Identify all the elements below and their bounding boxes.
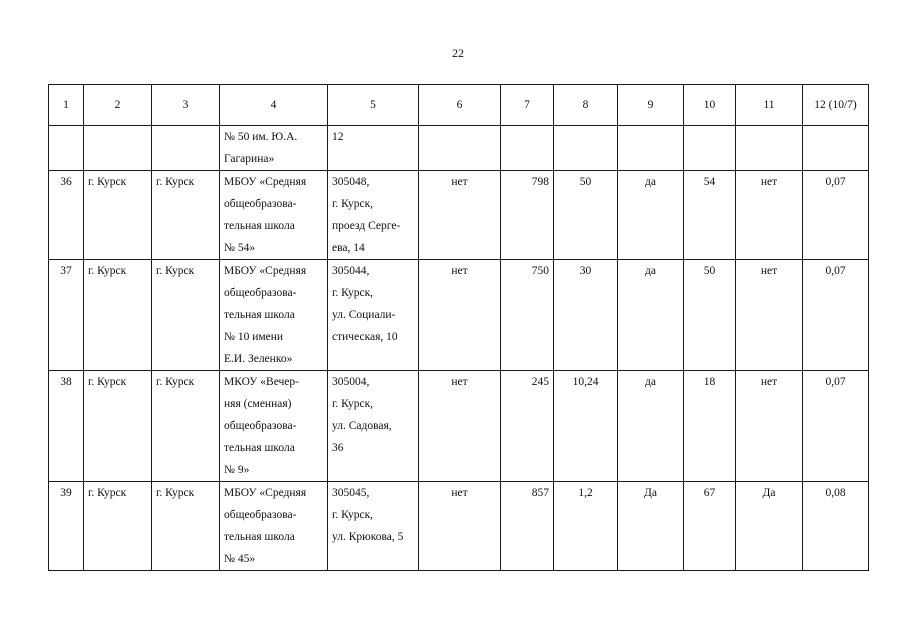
address-line: 305045, — [332, 487, 370, 499]
school-name-line: № 50 им. Ю.А. — [224, 131, 298, 143]
city-cell: г. Курск — [152, 260, 220, 371]
header-cell-6: 6 — [419, 85, 501, 126]
address-line: 305004, — [332, 376, 370, 388]
col11-cell: нет — [736, 371, 803, 482]
header-cell-5: 5 — [328, 85, 419, 126]
table-header-row — [49, 85, 869, 126]
col7-cell: 857 — [501, 482, 554, 571]
city-cell: г. Курск — [152, 371, 220, 482]
continuation-cell-6 — [419, 126, 501, 171]
header-cell-8: 8 — [554, 85, 618, 126]
continuation-cell-4 — [220, 126, 328, 171]
school-name-line: тельная школа — [224, 442, 295, 454]
col6-cell: нет — [419, 371, 501, 482]
school-name-line: № 10 имени — [224, 331, 284, 343]
table-row — [49, 482, 869, 571]
col12-cell: 0,07 — [803, 371, 869, 482]
region-cell: г. Курск — [84, 171, 152, 260]
col8-cell: 30 — [554, 260, 618, 371]
school-name-cell — [220, 171, 328, 260]
header-cell-11: 11 — [736, 85, 803, 126]
header-cell-10: 10 — [684, 85, 736, 126]
continuation-cell-7 — [501, 126, 554, 171]
address-line: ева, 14 — [332, 242, 365, 254]
header-cell-9: 9 — [618, 85, 684, 126]
header-cell-1: 1 — [49, 85, 84, 126]
col11-cell: нет — [736, 171, 803, 260]
col6-cell: нет — [419, 171, 501, 260]
region-cell: г. Курск — [84, 371, 152, 482]
col9-cell: Да — [618, 482, 684, 571]
table-body — [49, 85, 869, 571]
col10-cell: 54 — [684, 171, 736, 260]
header-cell-3: 3 — [152, 85, 220, 126]
col12-cell: 0,07 — [803, 260, 869, 371]
table-row — [49, 371, 869, 482]
col6-cell: нет — [419, 260, 501, 371]
address-cell — [328, 371, 419, 482]
address-line: ул. Крюкова, 5 — [332, 531, 404, 543]
region-cell: г. Курск — [84, 482, 152, 571]
school-name-line: общеобразова- — [224, 198, 297, 210]
col12-cell: 0,08 — [803, 482, 869, 571]
continuation-cell-9 — [618, 126, 684, 171]
address-cell — [328, 482, 419, 571]
header-cell-12: 12 (10/7) — [803, 85, 869, 126]
col10-cell: 67 — [684, 482, 736, 571]
school-name-line: няя (сменная) — [224, 398, 292, 410]
col11-cell: нет — [736, 260, 803, 371]
school-name-line: тельная школа — [224, 220, 295, 232]
continuation-cell-1 — [49, 126, 84, 171]
address-line: г. Курск, — [332, 398, 374, 410]
col12-cell: 0,07 — [803, 171, 869, 260]
school-name-line: № 9» — [224, 464, 250, 476]
address-line: 36 — [332, 442, 344, 454]
school-name-cell — [220, 371, 328, 482]
school-name-line: Гагарина» — [224, 153, 275, 165]
col10-cell: 18 — [684, 371, 736, 482]
row-number-cell: 39 — [49, 482, 84, 571]
row-number-cell: 37 — [49, 260, 84, 371]
address-line: 305044, — [332, 265, 370, 277]
table-row — [49, 260, 869, 371]
school-name-cell — [220, 260, 328, 371]
continuation-cell-12 — [803, 126, 869, 171]
col8-cell: 1,2 — [554, 482, 618, 571]
address-cell — [328, 171, 419, 260]
address-line: 305048, — [332, 176, 370, 188]
col10-cell: 50 — [684, 260, 736, 371]
address-line: ул. Социали- — [332, 309, 396, 321]
header-cell-4: 4 — [220, 85, 328, 126]
row-number-cell: 38 — [49, 371, 84, 482]
col8-cell: 10,24 — [554, 371, 618, 482]
col9-cell: да — [618, 371, 684, 482]
col9-cell: да — [618, 260, 684, 371]
col8-cell: 50 — [554, 171, 618, 260]
school-name-line: № 54» — [224, 242, 256, 254]
page-number: 22 — [452, 46, 464, 60]
continuation-cell-5 — [328, 126, 419, 171]
school-name-line: МКОУ «Вечер- — [224, 376, 299, 388]
col7-cell: 798 — [501, 171, 554, 260]
address-cell — [328, 260, 419, 371]
school-name-line: общеобразова- — [224, 509, 297, 521]
school-name-line: общеобразова- — [224, 287, 297, 299]
city-cell: г. Курск — [152, 482, 220, 571]
school-name-line: тельная школа — [224, 309, 295, 321]
school-name-line: общеобразова- — [224, 420, 297, 432]
table-row — [49, 171, 869, 260]
continuation-cell-11 — [736, 126, 803, 171]
address-line: 12 — [332, 131, 344, 143]
continuation-cell-3 — [152, 126, 220, 171]
continuation-cell-10 — [684, 126, 736, 171]
address-line: г. Курск, — [332, 198, 374, 210]
school-name-line: МБОУ «Средняя — [224, 265, 307, 277]
address-line: стическая, 10 — [332, 331, 398, 343]
col11-cell: Да — [736, 482, 803, 571]
school-name-line: МБОУ «Средняя — [224, 176, 307, 188]
address-line: г. Курск, — [332, 509, 374, 521]
col7-cell: 750 — [501, 260, 554, 371]
region-cell: г. Курск — [84, 260, 152, 371]
continuation-cell-8 — [554, 126, 618, 171]
school-name-line: Е.И. Зеленко» — [224, 353, 293, 365]
school-registry-table — [48, 84, 869, 571]
header-cell-7: 7 — [501, 85, 554, 126]
col9-cell: да — [618, 171, 684, 260]
row-number-cell: 36 — [49, 171, 84, 260]
col6-cell: нет — [419, 482, 501, 571]
address-line: проезд Серге- — [332, 220, 401, 232]
address-line: ул. Садовая, — [332, 420, 392, 432]
school-name-line: № 45» — [224, 553, 256, 565]
school-name-cell — [220, 482, 328, 571]
header-cell-2: 2 — [84, 85, 152, 126]
continuation-row — [49, 126, 869, 171]
city-cell: г. Курск — [152, 171, 220, 260]
school-name-line: тельная школа — [224, 531, 295, 543]
continuation-cell-2 — [84, 126, 152, 171]
col7-cell: 245 — [501, 371, 554, 482]
address-line: г. Курск, — [332, 287, 374, 299]
school-name-line: МБОУ «Средняя — [224, 487, 307, 499]
